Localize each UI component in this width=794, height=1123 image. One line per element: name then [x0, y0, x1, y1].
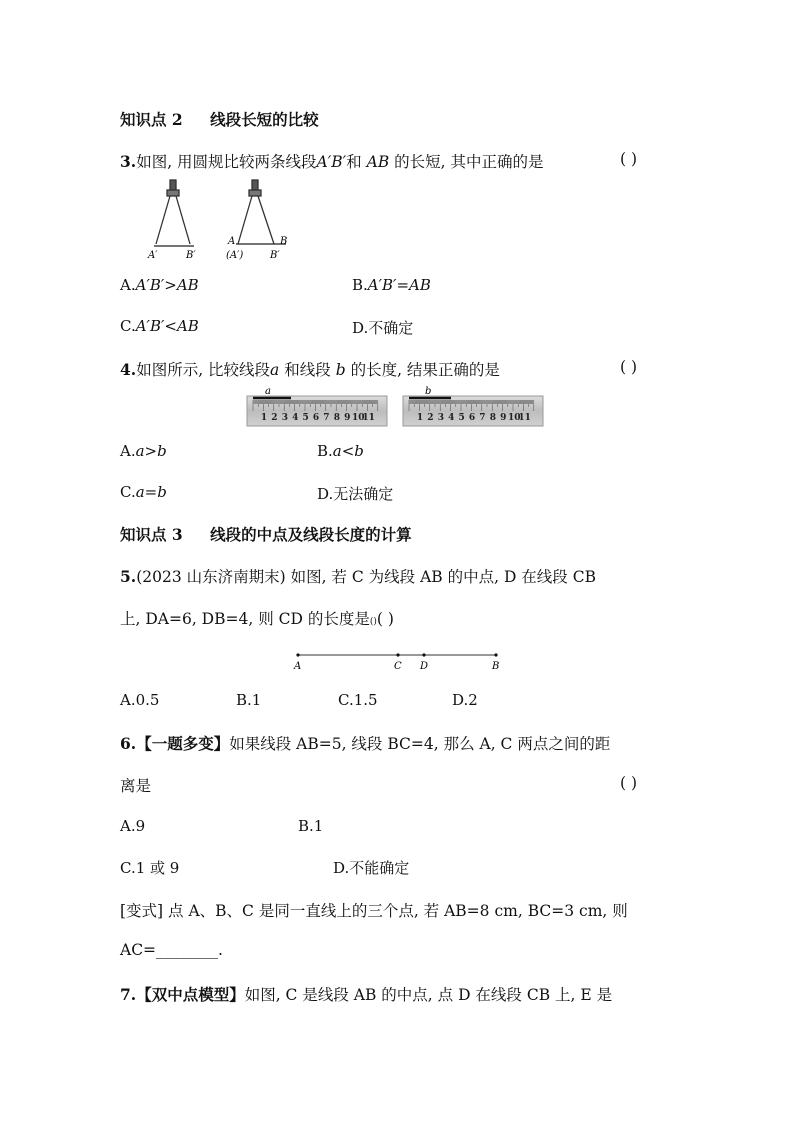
question-5-line-2	[120, 607, 394, 629]
point-label-c: C	[394, 661, 402, 672]
point-label: A	[228, 236, 236, 247]
section-label: 知识点 3	[120, 525, 183, 544]
segment-label: AB	[366, 153, 390, 171]
ruler-tick-label: 5	[458, 413, 465, 423]
option-letter: D.	[452, 691, 469, 709]
ruler-tick-label: 6	[312, 413, 320, 423]
option-text: 1	[313, 817, 324, 835]
ruler-tick-label: 7	[479, 413, 486, 423]
option-d[interactable]	[452, 691, 478, 709]
point-label: (A′)	[226, 250, 244, 261]
question-number: 6.	[120, 734, 137, 753]
question-text: 和	[346, 153, 362, 171]
question-text: 的长度, 结果正确的是	[350, 361, 500, 379]
segment-figure	[290, 648, 505, 672]
option-d[interactable]	[333, 857, 409, 878]
option-letter: A.	[120, 442, 136, 460]
option-b[interactable]	[236, 691, 261, 709]
option-letter: B.	[352, 276, 368, 294]
ruler-tick-label: 10	[508, 413, 521, 423]
section-label: 知识点 2	[120, 110, 183, 129]
question-text: 如图, C 是线段 AB 的中点, 点 D 在线段 CB 上, E 是	[244, 986, 613, 1004]
point-label: B	[280, 236, 288, 247]
question-text: 的长短, 其中正确的是	[394, 153, 544, 171]
option-letter: B.	[236, 691, 252, 709]
question-7	[120, 983, 612, 1005]
ruler-tick-label: 4	[448, 413, 455, 423]
option-d[interactable]	[352, 317, 413, 338]
point-label: B′	[270, 250, 280, 261]
ruler-tick-label: 1	[260, 413, 268, 423]
ruler-tick-label: 6	[468, 413, 476, 423]
section-title: 线段的中点及线段长度的计算	[210, 525, 412, 544]
option-b[interactable]	[298, 817, 323, 835]
option-letter: C.	[120, 859, 136, 877]
ruler-tick-label: 2	[427, 413, 434, 423]
option-text: 1.5	[353, 691, 378, 709]
point-label-d: D	[420, 661, 429, 672]
question-text: 上, DA=6, DB=4, 则 CD 的长度是	[120, 610, 370, 628]
ruler-tick-label: 3	[437, 413, 444, 423]
option-c[interactable]	[120, 483, 167, 501]
option-text: 0.5	[135, 691, 160, 709]
question-text: 和线段	[284, 361, 331, 379]
option-letter: B.	[317, 442, 333, 460]
point-label: B′	[186, 250, 196, 261]
compass-left	[154, 180, 194, 246]
segment-label: b	[425, 386, 432, 397]
segment-label: a	[265, 386, 271, 397]
segment-label: b	[335, 361, 346, 379]
ruler-tick-label: 5	[302, 413, 309, 423]
option-text: 无法确定	[333, 485, 394, 503]
ruler-tick-label: 9	[344, 413, 351, 423]
option-b[interactable]	[317, 442, 364, 460]
option-text: a>b	[135, 442, 167, 460]
option-letter: A.	[120, 817, 136, 835]
ruler-tick-label: 4	[292, 413, 299, 423]
question-text: (2023 山东济南期末) 如图, 若 C 为线段 AB 的中点, D 在线段 CB	[136, 568, 596, 586]
option-text: 不能确定	[349, 859, 410, 877]
option-text: 1	[251, 691, 262, 709]
option-letter: C.	[120, 317, 136, 335]
compass-figure	[140, 178, 300, 263]
segment-label: a	[270, 361, 280, 379]
option-text: a<b	[332, 442, 364, 460]
question-4	[120, 358, 500, 380]
option-c[interactable]	[120, 857, 179, 878]
variant-line-2[interactable]: AC=________.	[120, 941, 223, 959]
section-heading-2	[120, 108, 319, 130]
segment-label: A′B′	[316, 153, 347, 171]
option-letter: A.	[120, 276, 136, 294]
section-heading-3	[120, 523, 412, 545]
ruler-tick-label: 2	[271, 413, 278, 423]
answer-bracket: ( )	[620, 150, 638, 168]
small-mark: ()	[369, 617, 377, 627]
question-number: 7.	[120, 985, 137, 1004]
option-letter: D.	[333, 859, 350, 877]
option-a[interactable]	[120, 276, 199, 294]
option-c[interactable]	[120, 317, 199, 335]
question-6-line-1	[120, 732, 610, 754]
question-text: 如图所示, 比较线段	[136, 361, 271, 379]
ruler-tick-label: 1	[416, 413, 424, 423]
point-label: A′	[148, 250, 158, 261]
option-letter: C.	[338, 691, 354, 709]
ruler-tick-label: 11	[518, 413, 531, 423]
section-title: 线段长短的比较	[210, 110, 319, 129]
option-letter: D.	[317, 485, 334, 503]
option-text: 2	[468, 691, 478, 709]
ruler-b	[403, 386, 543, 426]
ruler-tick-label: 10	[352, 413, 365, 423]
option-a[interactable]	[120, 691, 159, 709]
question-number: 3.	[120, 152, 137, 171]
question-number: 4.	[120, 360, 137, 379]
question-text: 如图, 用圆规比较两条线段	[136, 153, 317, 171]
point-label-a: A	[294, 661, 302, 672]
point-label-b: B	[492, 661, 500, 672]
question-text: 如果线段 AB=5, 线段 BC=4, 那么 A, C 两点之间的距	[229, 735, 611, 753]
option-text: A′B′<AB	[135, 317, 199, 335]
ruler-a	[247, 386, 387, 426]
ruler-tick-label: 7	[323, 413, 330, 423]
option-text: 9	[135, 817, 146, 835]
question-tag: 【一题多变】	[136, 734, 230, 753]
option-b[interactable]	[352, 276, 431, 294]
question-5-line-1	[120, 565, 596, 587]
variant-line-1: [变式] 点 A、B、C 是同一直线上的三个点, 若 AB=8 cm, BC=3 cm, 则	[120, 902, 628, 920]
option-a[interactable]	[120, 442, 167, 460]
question-6-line-2: 离是	[120, 777, 152, 795]
ruler-tick-label: 3	[281, 413, 288, 423]
option-text: a=b	[135, 483, 167, 501]
option-text: A′B′>AB	[135, 276, 199, 294]
option-c[interactable]	[338, 691, 378, 709]
option-d[interactable]	[317, 483, 393, 504]
answer-bracket: ( )	[376, 610, 394, 628]
option-letter: B.	[298, 817, 314, 835]
answer-bracket: ( )	[620, 774, 638, 792]
question-tag: 【双中点模型】	[136, 985, 245, 1004]
question-3	[120, 150, 544, 172]
option-text: 1 或 9	[135, 859, 180, 877]
option-a[interactable]	[120, 817, 145, 835]
option-text: A′B′=AB	[367, 276, 431, 294]
option-letter: C.	[120, 483, 136, 501]
option-letter: A.	[120, 691, 136, 709]
answer-bracket: ( )	[620, 358, 638, 376]
ruler-figure	[245, 384, 545, 428]
question-number: 5.	[120, 567, 137, 586]
ruler-tick-label: 8	[333, 413, 340, 423]
compass-right	[236, 180, 286, 244]
ruler-tick-label: 9	[500, 413, 507, 423]
ruler-tick-label: 8	[489, 413, 496, 423]
option-letter: D.	[352, 319, 369, 337]
option-text: 不确定	[368, 319, 414, 337]
ruler-tick-label: 11	[362, 413, 375, 423]
